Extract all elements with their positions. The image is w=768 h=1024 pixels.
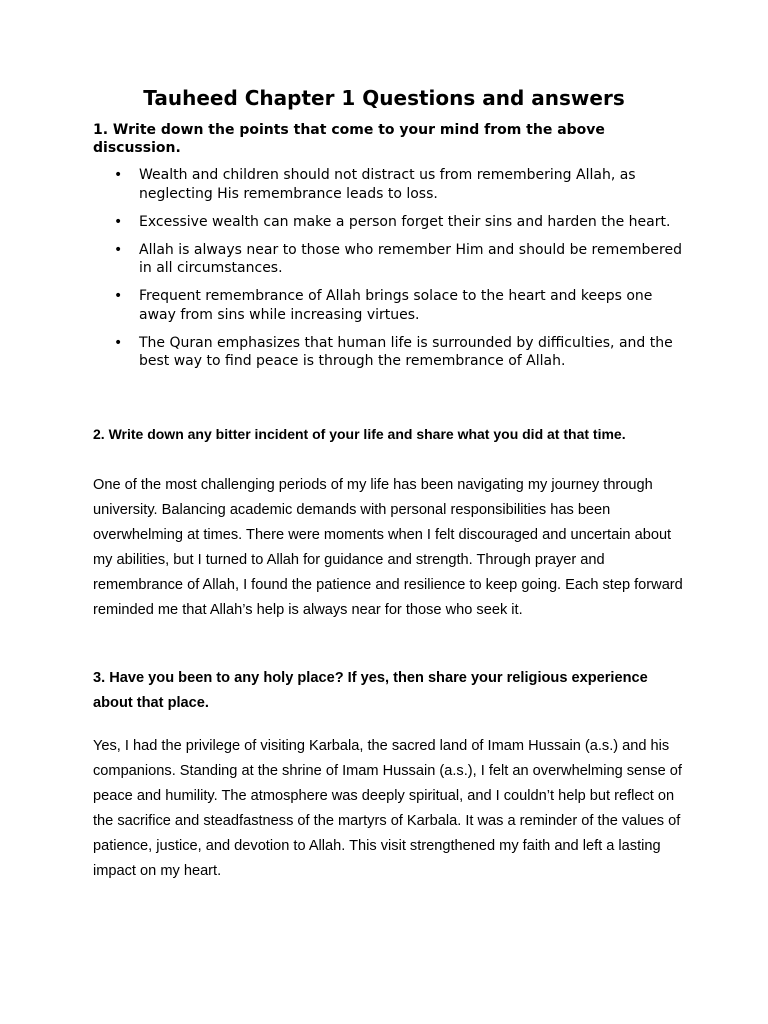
bullet-icon: •: [114, 241, 123, 258]
bullet-icon: •: [114, 213, 123, 230]
question-1-heading: 1. Write down the points that come to your mind from the above discussion.: [93, 122, 605, 156]
question-2-heading: 2. Write down any bitter incident of your life and share what you did at that time.: [93, 426, 626, 442]
question-3-answer: Yes, I had the privilege of visiting Karbala, the sacred land of Imam Hussain (a.s.) and his companions. Standing at the shrine of Imam Hussain (a.s.), I felt an overwhelming sense of peace and humility. The atmosphere was deeply spiritual, and I couldn’t help but reflect on the sacrifice and steadfastness of the martyrs of Karbala. It was a reminder of the values of patience, justice, and devotion to Allah. This visit strengthened my faith and left a lasting impact on my heart.: [93, 738, 682, 879]
list-item-text: Allah is always near to those who remember Him and should be remembered in all circumstances.: [139, 241, 682, 276]
list-item-text: The Quran emphasizes that human life is surrounded by difficulties, and the best way to find peace is through the remembrance of Allah.: [139, 334, 673, 369]
list-item: [93, 213, 683, 232]
page-title: Tauheed Chapter 1 Questions and answers: [143, 86, 625, 110]
list-item: [93, 241, 683, 278]
list-item-text: Frequent remembrance of Allah brings solace to the heart and keeps one away from sins while increasing virtues.: [139, 288, 653, 323]
question-1-answer-list: [93, 166, 683, 380]
list-item: [93, 287, 683, 324]
question-2-answer: One of the most challenging periods of my life has been navigating my journey through university. Balancing academic demands with personal responsibilities has been overwhelming at times. There were moments when I felt discouraged and uncertain about my abilities, but I turned to Allah for guidance and strength. Through prayer and remembrance of Allah, I found the patience and resilience to keep going. Each step forward reminded me that Allah’s help is always near for those who seek it.: [93, 477, 683, 618]
list-item-text: Wealth and children should not distract us from remembering Allah, as neglecting His remembrance leads to loss.: [139, 167, 636, 202]
bullet-icon: •: [114, 334, 123, 351]
question-3-heading: 3. Have you been to any holy place? If yes, then share your religious experience about that place.: [93, 670, 648, 711]
list-item-text: Excessive wealth can make a person forget their sins and harden the heart.: [139, 213, 671, 230]
list-item: [93, 166, 683, 203]
bullet-icon: •: [114, 288, 123, 304]
bullet-icon: •: [114, 167, 123, 183]
list-item: [93, 334, 683, 371]
